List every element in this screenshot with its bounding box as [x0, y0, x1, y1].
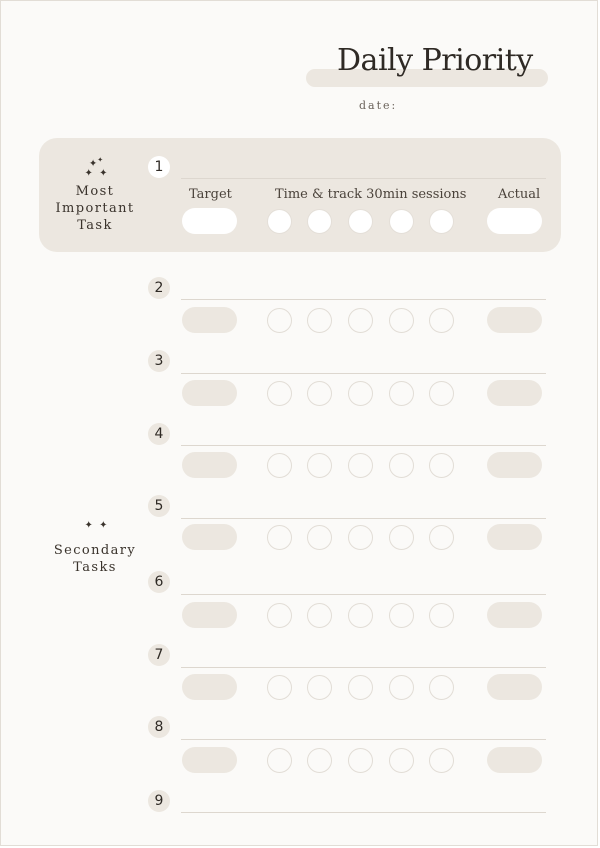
task-number-badge: 3: [148, 350, 170, 372]
session-checkbox[interactable]: [429, 308, 454, 333]
label-line: Most: [75, 184, 115, 199]
actual-field[interactable]: [487, 307, 542, 333]
session-checkbox[interactable]: [429, 748, 454, 773]
session-checkbox[interactable]: [389, 453, 414, 478]
task-write-line[interactable]: [181, 594, 546, 595]
target-field[interactable]: [182, 524, 237, 550]
label-line: Important: [55, 201, 135, 216]
session-checkbox[interactable]: [267, 381, 292, 406]
actual-field[interactable]: [487, 380, 542, 406]
session-checkbox[interactable]: [267, 308, 292, 333]
task-number-badge: 7: [148, 644, 170, 666]
actual-field[interactable]: [487, 674, 542, 700]
session-checkbox[interactable]: [389, 209, 414, 234]
session-checkbox[interactable]: [267, 525, 292, 550]
session-checkbox[interactable]: [348, 525, 373, 550]
most-important-label: [49, 183, 141, 234]
target-field[interactable]: [182, 208, 237, 234]
target-field[interactable]: [182, 602, 237, 628]
actual-field[interactable]: [487, 524, 542, 550]
target-column-label: Target: [189, 187, 232, 202]
task-number-badge: 2: [148, 277, 170, 299]
session-checkbox[interactable]: [267, 748, 292, 773]
label-line: Secondary: [53, 543, 137, 558]
session-checkbox[interactable]: [389, 675, 414, 700]
time-track-column-label: Time & track 30min sessions: [275, 187, 467, 202]
session-checkbox[interactable]: [267, 675, 292, 700]
target-field[interactable]: [182, 674, 237, 700]
session-checkbox[interactable]: [389, 308, 414, 333]
actual-field[interactable]: [487, 452, 542, 478]
task-write-line[interactable]: [181, 445, 546, 446]
task-number-badge: 1: [148, 156, 170, 178]
target-field[interactable]: [182, 307, 237, 333]
session-checkbox[interactable]: [307, 381, 332, 406]
session-checkbox[interactable]: [389, 603, 414, 628]
session-checkbox[interactable]: [389, 748, 414, 773]
session-checkbox[interactable]: [348, 603, 373, 628]
session-checkbox[interactable]: [348, 453, 373, 478]
session-checkbox[interactable]: [348, 308, 373, 333]
session-checkbox[interactable]: [307, 603, 332, 628]
session-checkbox[interactable]: [348, 675, 373, 700]
session-checkbox[interactable]: [429, 209, 454, 234]
actual-field[interactable]: [487, 602, 542, 628]
task-write-line[interactable]: [181, 667, 546, 668]
task-write-line[interactable]: [181, 178, 546, 179]
task-write-line[interactable]: [181, 373, 546, 374]
task-number-badge: 5: [148, 495, 170, 517]
task-number-badge: 6: [148, 571, 170, 593]
session-checkbox[interactable]: [348, 748, 373, 773]
page-title: Daily Priority: [337, 43, 533, 78]
actual-field[interactable]: [487, 747, 542, 773]
label-line: Tasks: [73, 560, 117, 575]
task-write-line[interactable]: [181, 739, 546, 740]
session-checkbox[interactable]: [307, 308, 332, 333]
session-checkbox[interactable]: [429, 381, 454, 406]
session-checkbox[interactable]: [267, 209, 292, 234]
session-checkbox[interactable]: [307, 453, 332, 478]
session-checkbox[interactable]: [429, 675, 454, 700]
task-write-line[interactable]: [181, 812, 546, 813]
target-field[interactable]: [182, 747, 237, 773]
date-label[interactable]: date:: [359, 99, 398, 112]
sparkle-icon: ✦ ✦: [84, 520, 108, 531]
task-write-line[interactable]: [181, 299, 546, 300]
label-line: Task: [77, 218, 113, 233]
session-checkbox[interactable]: [348, 209, 373, 234]
session-checkbox[interactable]: [267, 453, 292, 478]
session-checkbox[interactable]: [348, 381, 373, 406]
task-number-badge: 9: [148, 790, 170, 812]
sparkle-icon: ✦✦ ✦ ✦: [84, 156, 108, 180]
session-checkbox[interactable]: [267, 603, 292, 628]
session-checkbox[interactable]: [429, 525, 454, 550]
task-number-badge: 4: [148, 423, 170, 445]
session-checkbox[interactable]: [389, 525, 414, 550]
task-number-badge: 8: [148, 716, 170, 738]
actual-column-label: Actual: [498, 187, 541, 202]
session-checkbox[interactable]: [307, 525, 332, 550]
target-field[interactable]: [182, 380, 237, 406]
target-field[interactable]: [182, 452, 237, 478]
actual-field[interactable]: [487, 208, 542, 234]
session-checkbox[interactable]: [429, 453, 454, 478]
session-checkbox[interactable]: [307, 209, 332, 234]
session-checkbox[interactable]: [307, 748, 332, 773]
session-checkbox[interactable]: [307, 675, 332, 700]
task-write-line[interactable]: [181, 518, 546, 519]
session-checkbox[interactable]: [389, 381, 414, 406]
session-checkbox[interactable]: [429, 603, 454, 628]
secondary-tasks-label: [45, 542, 145, 576]
